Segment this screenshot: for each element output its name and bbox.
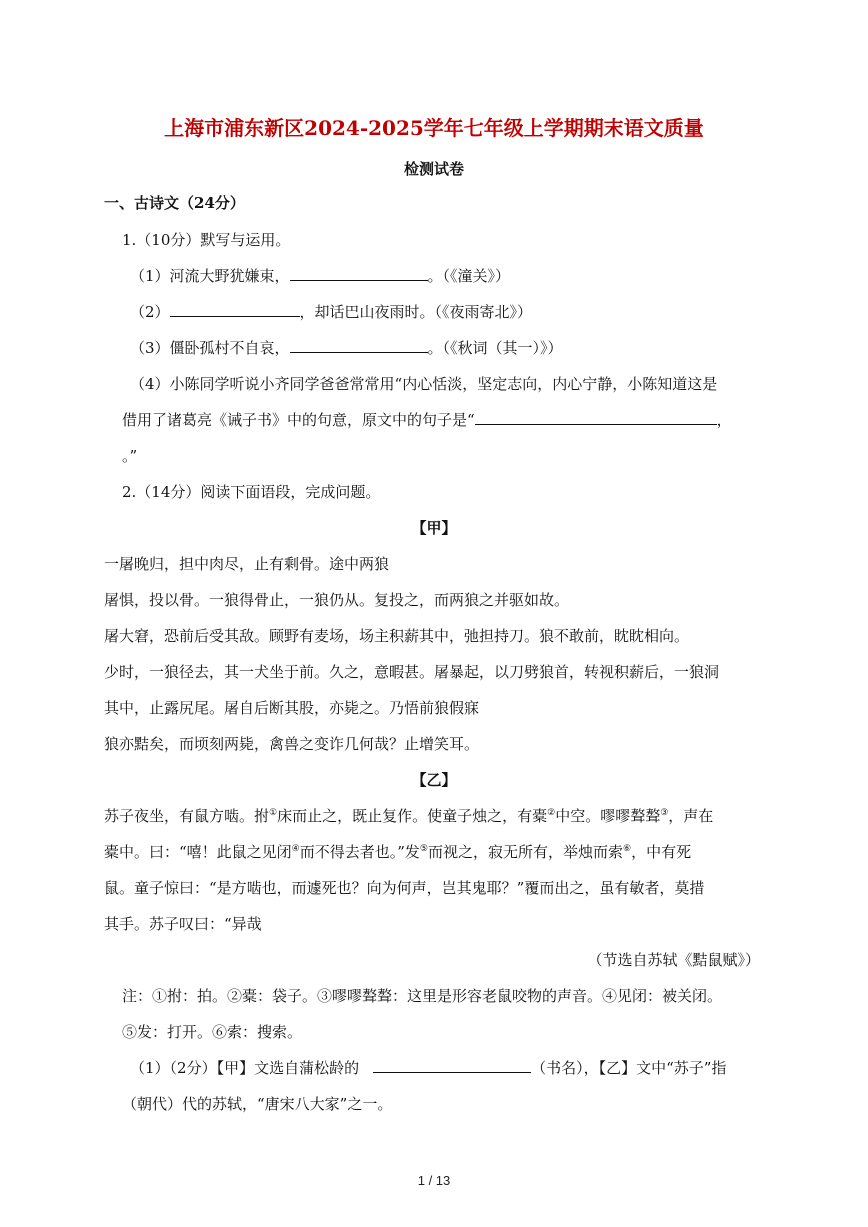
passage-yi-heading: 【乙】: [411, 771, 457, 789]
page-title: 上海市浦东新区2024-2025学年七年级上学期期末语文质量: [164, 116, 704, 140]
footnote-marker: ⑥: [623, 844, 632, 854]
footnote-marker: ①: [269, 808, 278, 818]
question-1-part-1: [130, 265, 510, 287]
footnotes-line-1: 注：①拊：拍。②橐：袋子。③嘐嘐聱聱：这里是形容老鼠咬物的声音。④见闭：被关闭。: [122, 987, 723, 1005]
answer-blank[interactable]: [475, 410, 717, 425]
answer-blank[interactable]: [290, 338, 428, 353]
part-2-text-before: （2）: [130, 303, 170, 321]
part-4-text-before: 借用了诸葛亮《诫子书》中的句意，原文中的句子是“: [122, 411, 475, 429]
question-1-part-2: [130, 301, 532, 323]
question-2-sub-1: [130, 1057, 726, 1079]
passage-yi-line: [104, 805, 713, 827]
footnote-marker: ④: [291, 844, 300, 854]
question-1-part-4-line-2: [122, 409, 732, 431]
passage-jia-line: 狼亦黠矣，而顷刻两毙，禽兽之变诈几何哉？止增笑耳。: [104, 735, 480, 753]
question-1-part-4-line-3: 。”: [122, 447, 138, 465]
question-2-sub-1-line-2: （朝代）代的苏轼，“唐宋八大家”之一。: [122, 1095, 393, 1113]
question-1-stem: 1.（10分）默写与运用。: [122, 231, 291, 249]
sub-1-text-after: （书名），【乙】文中“苏子”指: [531, 1059, 727, 1077]
passage-jia-line: 屠大窘，恐前后受其敌。顾野有麦场，场主积薪其中，弛担持刀。狼不敢前，眈眈相向。: [104, 627, 690, 645]
section-heading: 一、古诗文（24分）: [104, 194, 245, 212]
part-1-text-after: 。（《潼关》）: [427, 267, 511, 285]
part-2-text-after: ，却话巴山夜雨时。（《夜雨寄北》）: [299, 303, 533, 321]
passage-jia-heading: 【甲】: [411, 519, 457, 537]
passage-yi-text: ，声在: [668, 807, 714, 825]
footnote-marker: ⑤: [419, 844, 428, 854]
sub-1-text-before: （1）（2分）【甲】文选自蒲松龄的: [130, 1059, 360, 1077]
footnote-marker: ②: [547, 808, 556, 818]
passage-yi-text: ，中有死: [631, 843, 692, 861]
passage-yi-text: 而视之，寂无所有，举烛而索: [428, 843, 624, 861]
answer-blank[interactable]: [170, 302, 300, 317]
passage-jia-line: 一屠晚归，担中肉尽，止有剩骨。途中两狼: [104, 555, 390, 573]
passage-jia-line: 其中，止露尻尾。屠自后断其股，亦毙之。乃悟前狼假寐: [104, 699, 480, 717]
passage-yi-text: 床而止之，既止复作。使童子烛之，有橐: [277, 807, 548, 825]
part-3-text-after: 。（《秋词（其一）》）: [427, 339, 563, 357]
page-subtitle: 检测试卷: [403, 160, 464, 178]
footnote-marker: ③: [660, 808, 669, 818]
answer-blank[interactable]: [290, 266, 428, 281]
part-4-text-after: ，: [716, 411, 732, 429]
passage-yi-text: 苏子夜坐，有鼠方啮。拊: [104, 807, 270, 825]
passage-yi-text: 橐中。曰：“嘻！此鼠之见闭: [104, 843, 292, 861]
page-number: 1 / 13: [417, 1173, 451, 1188]
passage-jia-line: 少时，一狼径去，其一犬坐于前。久之，意暇甚。屠暴起，以刀劈狼首，转视积薪后，一狼洞: [104, 663, 720, 681]
passage-yi-text: 而不得去者也。”发: [299, 843, 420, 861]
passage-jia-line: 屠惧，投以骨。一狼得骨止，一狼仍从。复投之，而两狼之并驱如故。: [104, 591, 570, 609]
passage-yi-line: 鼠。童子惊曰：“是方啮也，而遽死也？向为何声，岂其鬼耶？”覆而出之，虽有敏者，莫措: [104, 879, 705, 897]
passage-source: （节选自苏轼《黠鼠赋》）: [587, 951, 760, 969]
passage-yi-text: 中空。嘐嘐聱聱: [555, 807, 661, 825]
passage-yi-line: [104, 841, 691, 863]
footnotes-line-2: ⑤发：打开。⑥索：搜索。: [122, 1023, 303, 1041]
answer-blank[interactable]: [373, 1058, 531, 1073]
part-1-text-before: （1）河流大野犹嫌束，: [130, 267, 290, 285]
passage-yi-line: 其手。苏子叹曰：“异哉: [104, 915, 262, 933]
question-2-stem: 2.（14分）阅读下面语段，完成问题。: [122, 483, 381, 501]
question-1-part-4-line-1: （4）小陈同学听说小齐同学爸爸常常用“内心恬淡，坚定志向，内心宁静，小陈知道这是: [130, 375, 718, 393]
question-1-part-3: [130, 337, 563, 359]
part-3-text-before: （3）僵卧孤村不自哀，: [130, 339, 290, 357]
